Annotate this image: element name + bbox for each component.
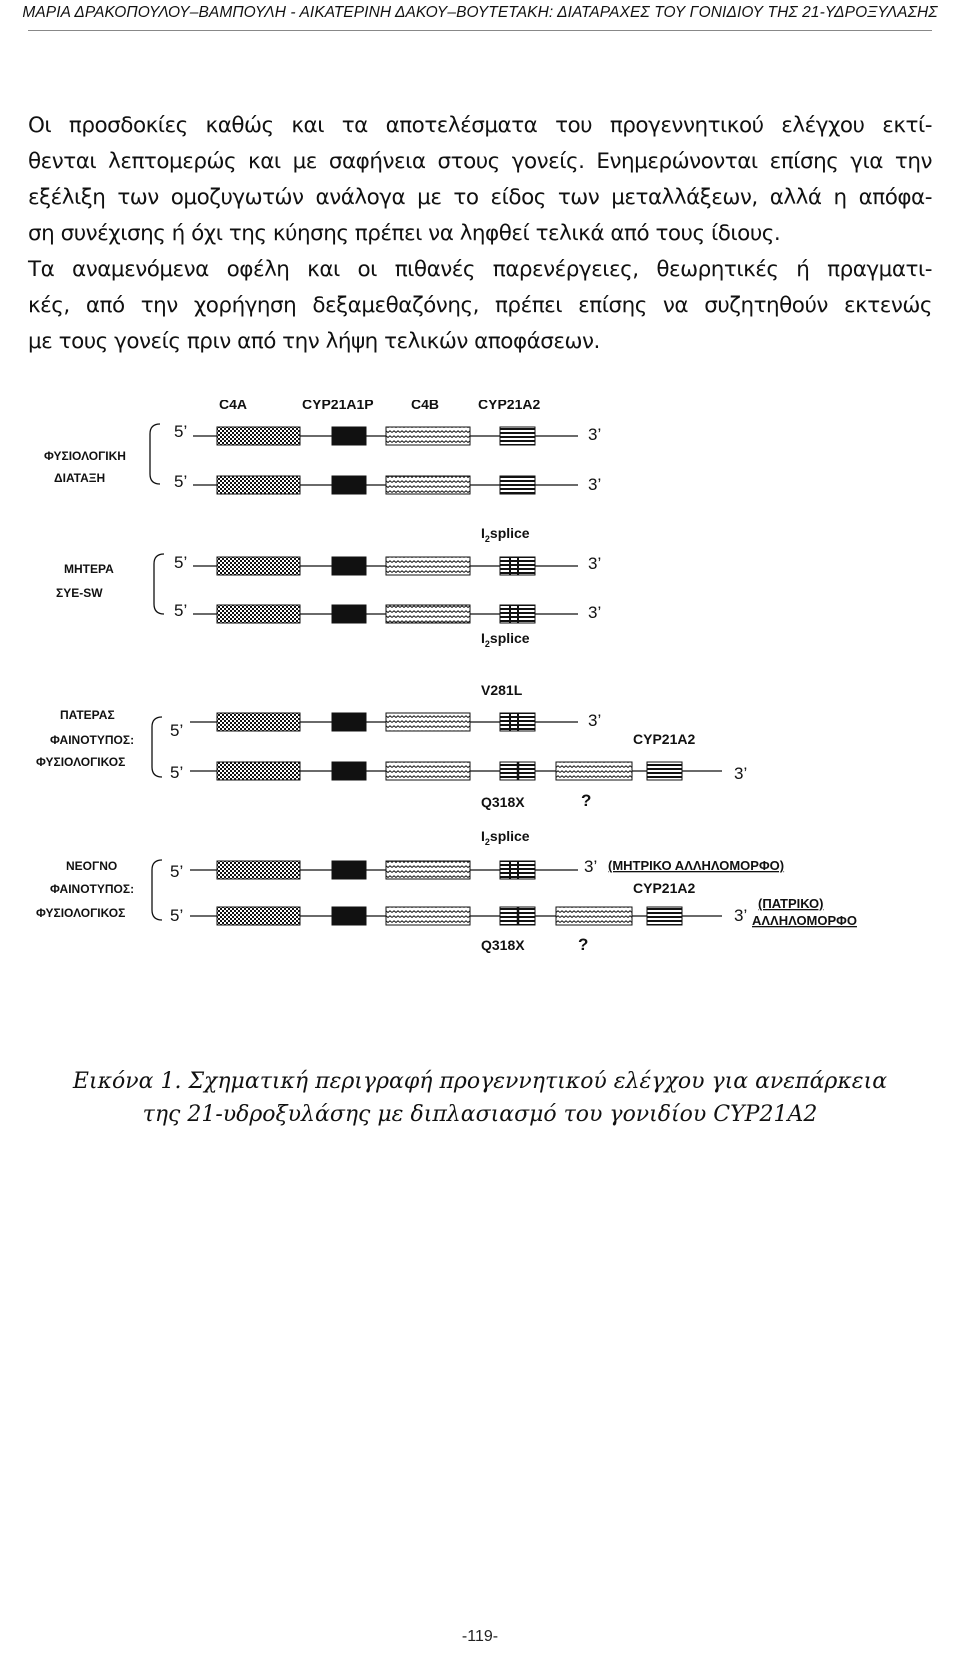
five-prime-label: 5’ [174,553,188,572]
three-prime-label: 3’ [588,425,602,444]
group-label-father-2: ΦΑΙΝΟΤΥΠΟΣ: [50,733,135,747]
gene-block-cyp21a1p [332,605,366,623]
gene-block-c4b [386,605,470,623]
gene-block-c4b [386,762,470,780]
bracket-father [152,717,162,777]
three-prime-label: 3’ [588,711,602,730]
three-prime-label: 3’ [734,906,748,925]
gene-block-cyp21a1p [332,861,366,879]
gene-block-c4b-duplicate [556,762,632,780]
gene-block-cyp21a2-duplicate [647,907,682,925]
group-label-mother-2: ΣΥΕ-SW [56,586,103,600]
annotation-i2splice: $I_2splice$ [481,525,530,544]
gene-block-c4b [386,907,470,925]
five-prime-label: 5’ [170,763,184,782]
gene-block-cyp21a1p [332,713,366,731]
bracket-normal [150,424,160,484]
annotation-cyp21a2-duplicate: CYP21A2 [633,731,696,747]
gene-diagram-figure [0,400,960,975]
gene-block-c4a [217,713,300,731]
annotation-i2splice: $I_2splice$ [481,630,530,649]
body-paragraph [28,108,932,360]
gene-label-c4b: C4B [411,400,440,412]
gene-block-c4a [217,476,300,494]
three-prime-label: 3’ [588,554,602,573]
five-prime-label: 5’ [174,422,188,441]
header-rule [28,30,932,31]
figure-caption [0,1065,960,1131]
gene-block-cyp21a1p [332,427,366,445]
body-line: με τους γονείς πριν από την λήψη τελικών αποφάσεων. [28,329,600,354]
three-prime-label: 3’ [584,857,598,876]
group-label-father-1: ΠΑΤΕΡΑΣ [60,708,115,722]
gene-block-cyp21a2 [500,427,535,445]
five-prime-label: 5’ [174,601,188,620]
annotation-question-mark: ? [578,935,589,954]
group-label-newborn-3: ΦΥΣΙΟΛΟΓΙΚΟΣ [36,906,126,920]
body-line: εξέλιξη των ομοζυγωτών ανάλογα με το είδος των μεταλλάξεων, αλλά η απόφα- [28,185,932,210]
gene-block-c4a [217,427,300,445]
gene-block-cyp21a1p [332,907,366,925]
bracket-mother [154,554,164,614]
body-line: θενται λεπτομερώς και με σαφήνεια στους γονείς. Ενημερώνονται επίσης για την [28,149,932,174]
body-line: ση συνέχισης ή όχι της κύησης πρέπει να ληφθεί τελικά από τους ίδιους. [28,221,781,246]
group-label-newborn-2: ΦΑΙΝΟΤΥΠΟΣ: [50,882,135,896]
annotation-paternal-allele: ΑΛΛΗΛΟΜΟΡΦΟ [752,913,857,928]
gene-block-c4b [386,476,470,494]
annotation-i2splice: $I_2splice$ [481,828,530,847]
annotation-question-mark: ? [581,791,592,810]
annotation-paternal-allele: (ΠΑΤΡΙΚΟ) [758,896,824,911]
group-label-normal-1: ΦΥΣΙΟΛΟΓΙΚΗ [44,449,126,463]
running-head: ΜΑΡΙΑ ΔΡΑΚΟΠΟΥΛΟΥ–ΒΑΜΠΟΥΛΗ - ΑΙΚΑΤΕΡΙΝΗ ΔΑΚΟΥ–ΒΟΥΤΕΤΑΚΗ: ΔΙΑΤΑΡΑΧΕΣ ΤΟΥ ΓΟΝΙΔΙΟΥ ΤΗΣ 21-ΥΔΡΟΞΥΛΑΣΗΣ [22,4,938,21]
gene-block-c4a [217,762,300,780]
gene-block-cyp21a1p [332,557,366,575]
five-prime-label: 5’ [170,906,184,925]
gene-block-c4b [386,713,470,731]
group-label-normal-2: ΔΙΑΤΑΞΗ [54,471,106,485]
caption-line: της 21-υδροξυλάσης με διπλασιασμό του γονιδίου CYP21A2 [142,1102,818,1127]
annotation-v281l: V281L [481,682,523,698]
page-number: -119- [461,1628,499,1645]
gene-block-c4a [217,557,300,575]
annotation-q318x: Q318X [481,794,525,810]
body-line: Τα αναμενόμενα οφέλη και οι πιθανές παρενέργειες, θεωρητικές ή πραγματι- [28,257,932,282]
bracket-newborn [152,860,162,920]
annotation-maternal-allele: (ΜΗΤΡΙΚΟ ΑΛΛΗΛΟΜΟΡΦΟ) [608,858,785,873]
gene-block-c4a [217,907,300,925]
gene-label-cyp21a1p: CYP21A1P [302,400,374,412]
gene-block-cyp21a2-duplicate [647,762,682,780]
group-label-newborn-1: ΝΕΟΓΝΟ [66,859,118,873]
body-line: κές, από την χορήγηση δεξαμεθαζόνης, πρέπει επίσης να συζητηθούν εκτενώς [28,293,932,318]
five-prime-label: 5’ [170,721,184,740]
gene-block-c4b [386,861,470,879]
gene-diagram [0,400,960,970]
gene-block-cyp21a1p [332,476,366,494]
five-prime-label: 5’ [174,472,188,491]
gene-block-c4a [217,605,300,623]
gene-block-c4b-duplicate [556,907,632,925]
three-prime-label: 3’ [734,764,748,783]
group-label-father-3: ΦΥΣΙΟΛΟΓΙΚΟΣ [36,755,126,769]
caption-line: Εικόνα 1. Σχηματική περιγραφή προγεννητικού ελέγχου για ανεπάρκεια [72,1069,888,1094]
gene-block-c4a [217,861,300,879]
gene-block-c4b [386,557,470,575]
annotation-q318x: Q318X [481,937,525,953]
gene-block-c4b [386,427,470,445]
group-label-mother-1: ΜΗΤΕΡΑ [64,562,114,576]
gene-block-cyp21a1p [332,762,366,780]
gene-label-cyp21a2: CYP21A2 [478,400,541,412]
three-prime-label: 3’ [588,475,602,494]
five-prime-label: 5’ [170,862,184,881]
three-prime-label: 3’ [588,603,602,622]
annotation-cyp21a2-duplicate: CYP21A2 [633,880,696,896]
gene-block-cyp21a2 [500,476,535,494]
gene-label-c4a: C4A [219,400,248,412]
body-line: Οι προσδοκίες καθώς και τα αποτελέσματα του προγεννητικού ελέγχου εκτί- [28,113,932,138]
